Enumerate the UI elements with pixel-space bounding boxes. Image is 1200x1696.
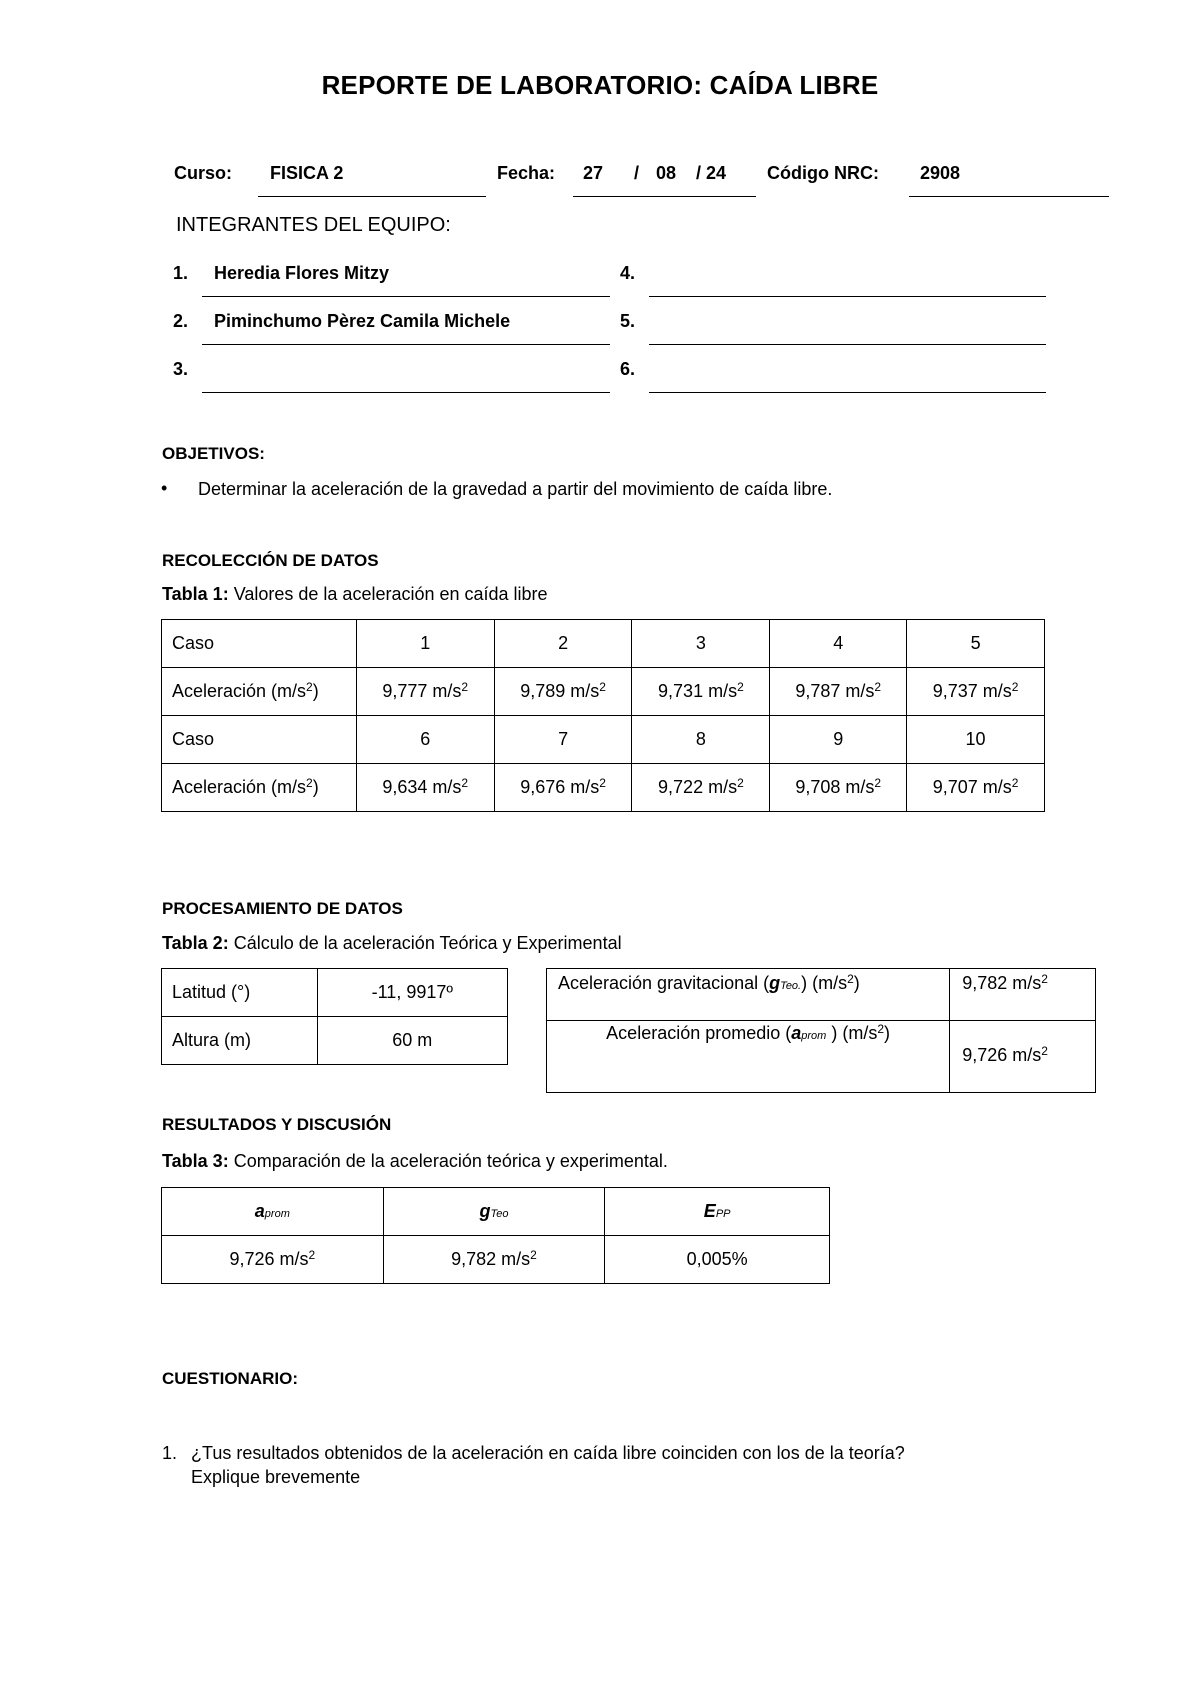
accel-cell: 9,676 $m/s^2$: [494, 764, 632, 812]
date-sep-1: /: [634, 163, 640, 183]
accel-cell: 9,722 $m/s^2$: [632, 764, 770, 812]
altitude-value: 60 m: [317, 1017, 507, 1065]
nrc-value[interactable]: 2908: [920, 163, 961, 183]
case-cell: 7: [494, 716, 632, 764]
question-number: 1.: [162, 1443, 178, 1463]
a-prom-value: 9,726 $m/s^2$: [162, 1236, 384, 1284]
table-row: [547, 1021, 1096, 1093]
member-num-6: 6.: [620, 359, 636, 379]
objective-item: Determinar la aceleración de la gravedad a partir del movimiento de caída libre.: [198, 479, 833, 499]
table2-caption-text: Cálculo de la aceleración Teórica y Experimental: [233, 933, 622, 953]
table-1: [161, 619, 1045, 812]
avg-accel-value: 9,726 $m/s^2$: [950, 1021, 1096, 1093]
table2-caption: [162, 933, 622, 954]
case-cell: 2: [494, 620, 632, 668]
case-cell: 10: [907, 716, 1045, 764]
processing-heading: PROCESAMIENTO DE DATOS: [162, 899, 403, 918]
member-num-5: 5.: [620, 311, 636, 331]
accel-cell: 9,708 $m/s^2$: [770, 764, 907, 812]
member-line-6: [649, 392, 1046, 393]
course-value[interactable]: FISICA 2: [270, 163, 344, 183]
col-a-prom: aprom: [162, 1188, 384, 1236]
case-cell: 9: [770, 716, 907, 764]
table-row: [162, 1188, 830, 1236]
member-name-2[interactable]: Piminchumo Pèrez Camila Michele: [214, 311, 511, 331]
latitude-label: Latitud (°): [162, 969, 318, 1017]
accel-cell: 9,789 $m/s^2$: [494, 668, 632, 716]
avg-accel-label: Aceleración promedio (aprom ) $(m/s^2)$: [547, 1021, 950, 1093]
grav-accel-value: 9,782 $m/s^2$: [950, 969, 1096, 1021]
team-heading: INTEGRANTES DEL EQUIPO:: [176, 214, 451, 236]
member-line-2: [202, 344, 610, 345]
table-3: [161, 1187, 830, 1284]
nrc-label: Código NRC:: [767, 163, 879, 183]
case-cell: 4: [770, 620, 907, 668]
table3-label: Tabla 3:: [162, 1151, 229, 1171]
accel-label: Aceleración $(m/s^2)$: [162, 668, 357, 716]
table3-caption: [162, 1151, 668, 1172]
case-label: Caso: [162, 716, 357, 764]
case-label: Caso: [162, 620, 357, 668]
member-line-1: [202, 296, 610, 297]
date-day[interactable]: 27: [583, 163, 604, 183]
table1-caption-text: Valores de la aceleración en caída libre: [233, 584, 548, 604]
table-row: [162, 1236, 830, 1284]
date-year[interactable]: / 24: [696, 163, 727, 183]
case-cell: 8: [632, 716, 770, 764]
bullet-icon: •: [161, 478, 168, 498]
case-cell: 1: [356, 620, 494, 668]
altitude-label: Altura (m): [162, 1017, 318, 1065]
member-num-4: 4.: [620, 263, 636, 283]
table1-label: Tabla 1:: [162, 584, 229, 604]
grav-accel-label: Aceleración gravitacional (gTeo.) $(m/s^2)$: [547, 969, 950, 1021]
course-underline: [258, 196, 486, 197]
questionnaire-heading: CUESTIONARIO:: [162, 1369, 298, 1388]
accel-label: Aceleración $(m/s^2)$: [162, 764, 357, 812]
nrc-underline: [909, 196, 1109, 197]
table-row: [162, 969, 508, 1017]
member-num-3: 3.: [173, 359, 189, 379]
question-1-line-2: Explique brevemente: [191, 1467, 361, 1487]
member-num-1: 1.: [173, 263, 189, 283]
member-num-2: 2.: [173, 311, 189, 331]
date-label: Fecha:: [497, 163, 556, 183]
date-underline: [573, 196, 756, 197]
table-2-accel: [546, 968, 1096, 1093]
accel-cell: 9,707 $m/s^2$: [907, 764, 1045, 812]
member-line-5: [649, 344, 1046, 345]
accel-cell: 9,777 $m/s^2$: [356, 668, 494, 716]
table-row: [162, 1017, 508, 1065]
table-2-location: [161, 968, 508, 1065]
accel-cell: 9,731 $m/s^2$: [632, 668, 770, 716]
latitude-value: -11, 9917º: [317, 969, 507, 1017]
accel-cell: 9,737 $m/s^2$: [907, 668, 1045, 716]
case-cell: 3: [632, 620, 770, 668]
accel-cell: 9,634 $m/s^2$: [356, 764, 494, 812]
col-e-pp: EPP: [605, 1188, 830, 1236]
accel-cell: 9,787 $m/s^2$: [770, 668, 907, 716]
case-cell: 6: [356, 716, 494, 764]
member-line-3: [202, 392, 610, 393]
table2-label: Tabla 2:: [162, 933, 229, 953]
member-line-4: [649, 296, 1046, 297]
case-cell: 5: [907, 620, 1045, 668]
table-row: [162, 764, 1045, 812]
date-month[interactable]: 08: [656, 163, 677, 183]
col-g-teo: gTeo: [383, 1188, 605, 1236]
g-teo-value: 9,782 $m/s^2$: [383, 1236, 605, 1284]
table-row: [547, 969, 1096, 1021]
question-1-line-1: ¿Tus resultados obtenidos de la aceleración en caída libre coinciden con los de la teoría?: [191, 1443, 905, 1463]
table3-caption-text: Comparación de la aceleración teórica y experimental.: [233, 1151, 668, 1171]
collection-heading: RECOLECCIÓN DE DATOS: [162, 551, 379, 570]
course-label: Curso:: [174, 163, 232, 183]
table1-caption: [162, 584, 548, 605]
results-heading: RESULTADOS Y DISCUSIÓN: [162, 1115, 392, 1134]
objectives-heading: OBJETIVOS:: [162, 444, 265, 463]
table-row: [162, 716, 1045, 764]
table-row: [162, 620, 1045, 668]
e-pp-value: 0,005%: [605, 1236, 830, 1284]
report-title: REPORTE DE LABORATORIO: CAÍDA LIBRE: [321, 70, 879, 100]
table-row: [162, 668, 1045, 716]
member-name-1[interactable]: Heredia Flores Mitzy: [214, 263, 390, 283]
